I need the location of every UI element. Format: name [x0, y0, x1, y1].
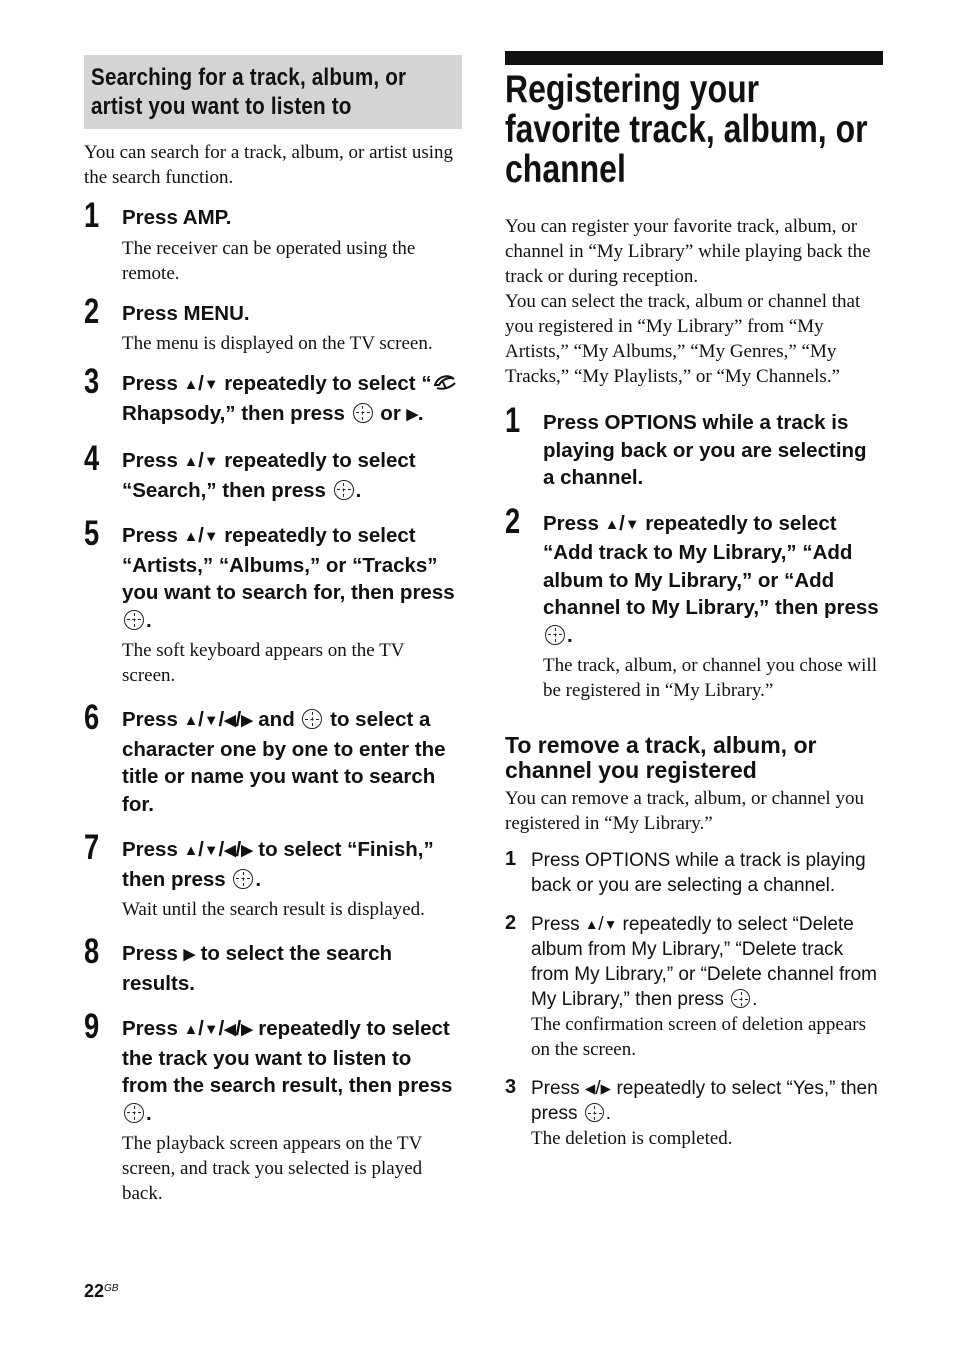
down-arrow-icon: ▼: [203, 1022, 219, 1038]
up-arrow-icon: ▲: [183, 454, 199, 470]
up-arrow-icon: ▲: [183, 1022, 199, 1038]
step-text: Press ◀/▶ repeatedly to select “Yes,” then press .: [531, 1078, 878, 1124]
enter-button-icon: [233, 869, 253, 889]
rhapsody-icon: [432, 373, 458, 393]
enter-button-icon: [353, 403, 373, 423]
left-arrow-icon: ◀: [224, 843, 236, 859]
step-3: [84, 362, 462, 429]
title-rule: [505, 51, 883, 65]
step-text: Press ▲/▼ repeatedly to select “Delete album from My Library,” “Delete track from My Library,” or “Delete channel from My Library,” then press .: [531, 914, 877, 1010]
page-number: $22^{GB}$: [84, 1281, 119, 1301]
remove-step-3: [505, 1076, 883, 1151]
sub-section-intro: You can remove a track, album, or channel you registered in “My Library.”: [505, 788, 864, 834]
page-region: GB: [104, 1283, 119, 1294]
right-arrow-icon: ▶: [241, 1022, 253, 1038]
down-arrow-icon: ▼: [624, 516, 640, 533]
step-note: The receiver can be operated using the remote.: [122, 237, 416, 284]
step-2: [84, 291, 462, 357]
down-arrow-icon: ▼: [203, 454, 219, 470]
step-number: 4: [84, 439, 100, 478]
intro-paragraph-2: You can select the track, album or channel that you registered in “My Library” from “My Artists,” “My Albums,” “My Genres,” “My Tracks,” “My Playlists,” or “My Channels.”: [505, 291, 861, 387]
up-arrow-icon: ▲: [183, 713, 199, 729]
left-arrow-icon: ◀: [224, 1022, 236, 1038]
step-7: [84, 828, 462, 922]
page-title: Registering your favorite track, album, or channel: [505, 68, 868, 191]
right-arrow-icon: ▶: [600, 1081, 612, 1096]
step-number: 1: [505, 401, 521, 440]
step-number: 3: [505, 1076, 517, 1098]
step-title: Press ▲/▼/◀/▶ and to select a character one by one to enter the title or name you want to search for.: [122, 708, 446, 816]
enter-button-icon: [124, 610, 144, 630]
down-arrow-icon: ▼: [203, 713, 219, 729]
up-arrow-icon: ▲: [604, 516, 620, 533]
step-text: Press OPTIONS while a track is playing back or you are selecting a channel.: [531, 850, 866, 896]
right-arrow-icon: ▶: [183, 947, 195, 963]
up-arrow-icon: ▲: [183, 529, 199, 545]
step-number: 9: [84, 1007, 100, 1046]
down-arrow-icon: ▼: [203, 529, 219, 545]
step-note: The menu is displayed on the TV screen.: [122, 333, 433, 354]
step-title: Press OPTIONS while a track is playing back or you are selecting a channel.: [543, 411, 867, 489]
step-number: 2: [505, 501, 521, 541]
step-title: Press ▲/▼/◀/▶ to select “Finish,” then press .: [122, 838, 434, 891]
enter-button-icon: [124, 1103, 144, 1123]
section-title: Searching for a track, album, or artist you want to listen to: [91, 64, 407, 120]
right-arrow-icon: ▶: [241, 713, 253, 729]
remove-step-2: [505, 912, 883, 1062]
up-arrow-icon: ▲: [183, 843, 199, 859]
enter-button-icon: [731, 989, 750, 1008]
step-5: [84, 514, 462, 688]
step-title: Press MENU.: [122, 301, 250, 325]
right-arrow-icon: ▶: [406, 406, 418, 423]
section-heading-box: [84, 55, 462, 129]
step-note: Wait until the search result is displayed.: [122, 899, 425, 920]
step-title: Press ▲/▼ repeatedly to select “Search,” then press .: [122, 449, 416, 502]
step-number: 2: [505, 912, 517, 934]
down-arrow-icon: ▼: [203, 377, 219, 393]
step-8: [84, 932, 462, 997]
step-note: The deletion is completed.: [531, 1128, 733, 1149]
section-intro: You can search for a track, album, or artist using the search function.: [84, 142, 453, 188]
right-column: [505, 51, 883, 1151]
step-4: [84, 439, 462, 504]
step-number: 7: [84, 828, 100, 867]
left-column: [84, 55, 462, 1206]
step-number: 8: [84, 932, 100, 971]
enter-button-icon: [334, 480, 354, 500]
up-arrow-icon: ▲: [584, 917, 599, 932]
step-number: 1: [505, 848, 517, 870]
sub-section-title: To remove a track, album, or channel you registered: [505, 732, 817, 783]
step-title: Press ▲/▼ repeatedly to select “ Rhapsody,” then press or ▶.: [122, 370, 462, 429]
step-title: Press ▲/▼/◀/▶ repeatedly to select the track you want to listen to from the search result, then press .: [122, 1017, 453, 1125]
down-arrow-icon: ▼: [603, 917, 618, 932]
register-step-1: [505, 401, 883, 492]
step-note: The track, album, or channel you chose will be registered in “My Library.”: [543, 655, 877, 701]
step-title: Press ▲/▼ repeatedly to select “Artists,” “Albums,” or “Tracks” you want to search for, then press .: [122, 524, 455, 632]
step-title: Press ▶ to select the search results.: [122, 942, 393, 995]
enter-button-icon: [585, 1103, 604, 1122]
step-note: The playback screen appears on the TV screen, and track you selected is played back.: [122, 1133, 423, 1204]
step-number: 2: [84, 291, 100, 331]
step-number: 6: [84, 698, 100, 737]
step-number: 3: [84, 362, 100, 401]
step-title: Press ▲/▼ repeatedly to select “Add track to My Library,” “Add album to My Library,” or “Add channel to My Library,” then press .: [543, 511, 879, 647]
up-arrow-icon: ▲: [183, 377, 199, 393]
step-6: [84, 698, 462, 818]
enter-button-icon: [545, 625, 565, 645]
step-1: [84, 196, 462, 286]
step-number: 5: [84, 514, 100, 553]
step-number: 1: [84, 196, 100, 235]
register-step-2: [505, 501, 883, 704]
step-9: [84, 1007, 462, 1206]
step-note: The confirmation screen of deletion appears on the screen.: [531, 1014, 866, 1060]
intro-paragraph-1: You can register your favorite track, album, or channel in “My Library” while playing back the track or during reception.: [505, 216, 871, 287]
remove-step-1: [505, 848, 883, 898]
left-arrow-icon: ◀: [584, 1081, 596, 1096]
right-arrow-icon: ▶: [241, 843, 253, 859]
step-title: Press AMP.: [122, 206, 232, 229]
enter-button-icon: [302, 709, 322, 729]
step-note: The soft keyboard appears on the TV screen.: [122, 640, 405, 686]
down-arrow-icon: ▼: [203, 843, 219, 859]
left-arrow-icon: ◀: [224, 713, 236, 729]
